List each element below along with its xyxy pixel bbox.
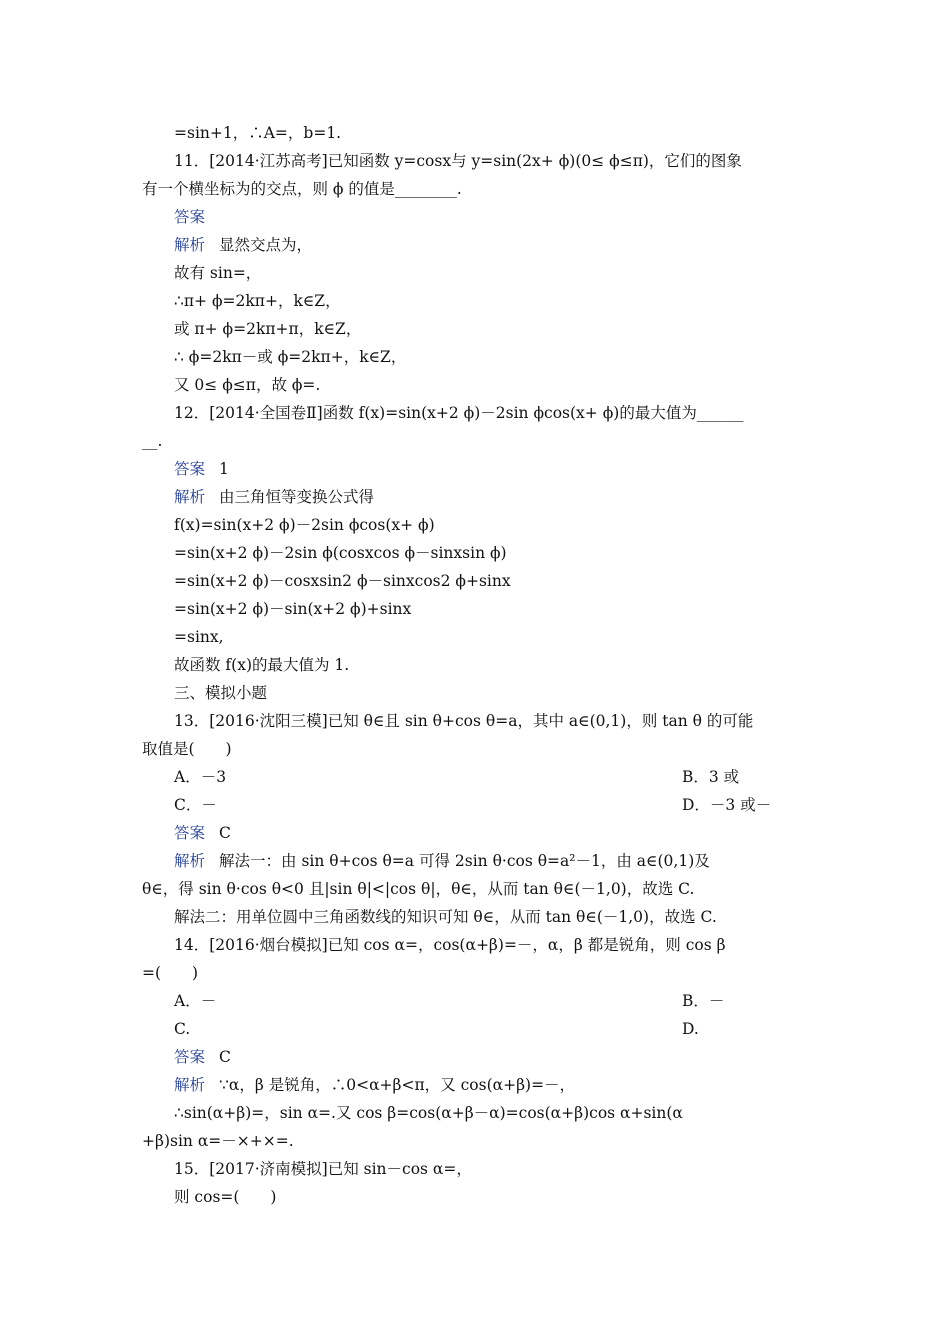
analysis-label: 解析 (174, 236, 206, 254)
analysis-14-line-2: ∴sin(α+β)=，sin α=.又 cos β=cos(α+β－α)=cos(α+β)cos α+sin(α (174, 1104, 683, 1122)
analysis-12-line-2: f(x)=sin(x+2 ϕ)－2sin ϕcos(x+ ϕ) (174, 516, 435, 534)
option-c: C. (174, 1020, 191, 1038)
analysis-12-line-5: =sin(x+2 ϕ)－sin(x+2 ϕ)+sinx (174, 600, 412, 618)
question-14-options-cd (174, 1017, 810, 1041)
question-13-options-ab (174, 765, 810, 789)
option-b: B．3 或 (682, 768, 740, 786)
option-b: B．－ (682, 992, 725, 1010)
analysis-label: 解析 (174, 488, 206, 506)
option-a: A．－3 (174, 768, 227, 786)
question-14-line-2: =( ) (142, 964, 199, 982)
analysis-12-line-7: 故函数 f(x)的最大值为 1. (174, 656, 350, 674)
analysis-11-line-6: 又 0≤ ϕ≤π，故 ϕ=. (174, 376, 321, 394)
option-a: A．－ (174, 992, 217, 1010)
question-11-line-1: 11．[2014·江苏高考]已知函数 y=cosx与 y=sin(2x+ ϕ)(0≤ ϕ≤π)，它们的图象 (174, 152, 742, 170)
section-heading: 三、模拟小题 (174, 684, 268, 702)
answer-14: 答案 C (174, 1048, 231, 1066)
analysis-12-line-6: =sinx, (174, 628, 224, 646)
analysis-11-line-4: 或 π+ ϕ=2kπ+π，k∈Z， (174, 320, 362, 338)
question-15-line-1: 15．[2017·济南模拟]已知 sin－cos α=， (174, 1160, 472, 1178)
answer-label: 答案 (174, 208, 206, 226)
analysis-14-line-1: 解析 ∵α，β 是锐角，∴0<α+β<π，又 cos(α+β)=－， (174, 1076, 576, 1094)
question-13-options-cd (174, 793, 810, 817)
analysis-12-line-1: 解析 由三角恒等变换公式得 (174, 488, 375, 506)
analysis-11-line-2: 故有 sin=， (174, 264, 262, 282)
answer-11 (174, 205, 810, 229)
question-12-line-1: 12．[2014·全国卷Ⅱ]函数 f(x)=sin(x+2 ϕ)－2sin ϕcos(x+ ϕ)的最大值为______ (174, 404, 744, 422)
analysis-12-line-4: =sin(x+2 ϕ)－cosxsin2 ϕ－sinxcos2 ϕ+sinx (174, 572, 511, 590)
option-d: D. (682, 1020, 699, 1038)
text-line-1: =sin+1，∴A=，b=1. (174, 124, 342, 142)
analysis-11-line-3: ∴π+ ϕ=2kπ+，k∈Z， (174, 292, 341, 310)
question-13-line-1: 13．[2016·沈阳三模]已知 θ∈且 sin θ+cos θ=a，其中 a∈(0,1)，则 tan θ 的可能 (174, 712, 754, 730)
question-14-options-ab (174, 989, 810, 1013)
question-15-line-2: 则 cos=( ) (174, 1188, 277, 1206)
question-11-line-2: 有一个横坐标为的交点，则 ϕ 的值是________. (142, 180, 462, 198)
analysis-11-line-5: ∴ ϕ=2kπ－或 ϕ=2kπ+，k∈Z， (174, 348, 407, 366)
analysis-13-line-1: 解析 解法一：由 sin θ+cos θ=a 可得 2sin θ·cos θ=a²－1，由 a∈(0,1)及 (174, 852, 710, 870)
analysis-label: 解析 (174, 1076, 206, 1094)
answer-label: 答案 (174, 1048, 206, 1066)
answer-label: 答案 (174, 460, 206, 478)
answer-13: 答案 C (174, 824, 231, 842)
answer-12: 答案 1 (174, 460, 229, 478)
analysis-11-line-1: 解析 显然交点为， (174, 236, 313, 254)
analysis-12-line-3: =sin(x+2 ϕ)－2sin ϕ(cosxcos ϕ－sinxsin ϕ) (174, 544, 507, 562)
question-13-line-2: 取值是( ) (142, 740, 232, 758)
analysis-label: 解析 (174, 852, 206, 870)
question-14-line-1: 14．[2016·烟台模拟]已知 cos α=，cos(α+β)=－，α，β 都是锐角，则 cos β (174, 936, 726, 954)
option-c: C．－ (174, 796, 217, 814)
analysis-13-line-3: 解法二：用单位圆中三角函数线的知识可知 θ∈，从而 tan θ∈(－1,0)，故选 C. (174, 908, 717, 926)
analysis-14-line-3: +β)sin α=－×+×=. (142, 1132, 294, 1150)
analysis-13-line-2: θ∈，得 sin θ·cos θ<0 且|sin θ|<|cos θ|，θ∈，从而 tan θ∈(－1,0)，故选 C. (142, 880, 695, 898)
question-12-line-2: __. (142, 432, 163, 450)
answer-label: 答案 (174, 824, 206, 842)
option-d: D．－3 或－ (682, 796, 772, 814)
